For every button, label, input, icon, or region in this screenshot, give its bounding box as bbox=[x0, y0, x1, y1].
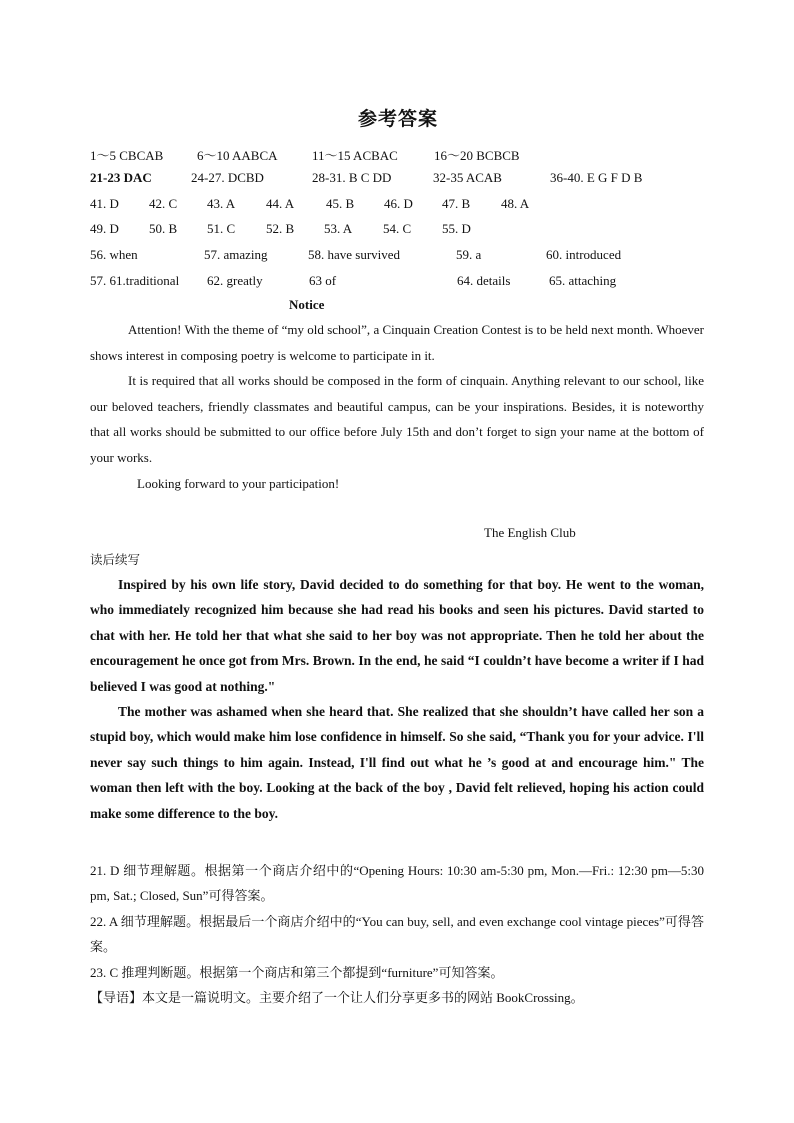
answer-32-35: 32-35 ACAB bbox=[433, 170, 502, 185]
answer-59: 59. a bbox=[456, 247, 482, 262]
answer-58: 58. have survived bbox=[308, 247, 401, 262]
explanation-22: 22. A 细节理解题。根据最后一个商店介绍中的“You can buy, sell, and even exchange cool vintage pieces”可得答案。 bbox=[90, 913, 704, 955]
answer-46: 46. D bbox=[384, 196, 413, 211]
answer-61: 57. 61.traditional bbox=[90, 273, 180, 288]
answer-45: 45. B bbox=[326, 196, 355, 211]
answer-48: 48. A bbox=[501, 196, 530, 211]
notice-body bbox=[90, 317, 704, 496]
answer-42: 42. C bbox=[149, 196, 178, 211]
answer-28-31: 28-31. B C DD bbox=[312, 170, 392, 185]
answer-44: 44. A bbox=[266, 196, 295, 211]
answer-62: 62. greatly bbox=[207, 273, 263, 288]
answer-1-5: 1～5 CBCAB bbox=[90, 148, 164, 163]
answer-24-27: 24-27. DCBD bbox=[191, 170, 264, 185]
answer-51: 51. C bbox=[207, 221, 236, 236]
explanation-23: 23. C 推理判断题。根据第一个商店和第三个都提到“furniture”可知答案。 bbox=[90, 964, 504, 980]
answer-21-23: 21-23 DAC bbox=[90, 170, 152, 185]
answer-49: 49. D bbox=[90, 221, 119, 236]
answer-60: 60. introduced bbox=[546, 247, 622, 262]
answer-57: 57. amazing bbox=[204, 247, 268, 262]
notice-paragraph: Looking forward to your participation! bbox=[137, 475, 340, 491]
guide-note: 【导语】本文是一篇说明文。主要介绍了一个让人们分享更多书的网站 BookCrossing。 bbox=[90, 990, 584, 1006]
answer-63: 63 of bbox=[309, 273, 337, 288]
answer-36-40: 36-40. E G F D B bbox=[550, 170, 643, 185]
answer-16-20: 16～20 BCBCB bbox=[434, 148, 520, 163]
answer-6-10: 6～10 AABCA bbox=[197, 148, 278, 163]
explanations bbox=[90, 858, 704, 1010]
essay-paragraph: Inspired by his own life story, David decided to do something for that boy. He went to the woman, who immediately recognized him because she had read his books and seen his pictures. David started to chat with her. He told her that what she said to her boy was not appropriate. Then he told her about the encouragement he once got from Mrs. Brown. In the end, he said “I couldn’t have become a writer if I had believed I was good at nothing." bbox=[90, 577, 704, 694]
answer-56: 56. when bbox=[90, 247, 138, 262]
answer-64: 64. details bbox=[457, 273, 511, 288]
answer-52: 52. B bbox=[266, 221, 295, 236]
answer-55: 55. D bbox=[442, 221, 471, 236]
answer-47: 47. B bbox=[442, 196, 471, 211]
answer-54: 54. C bbox=[383, 221, 412, 236]
notice-signature: The English Club bbox=[484, 525, 576, 540]
answer-11-15: 11～15 ACBAC bbox=[312, 148, 398, 163]
answer-41: 41. D bbox=[90, 196, 119, 211]
essay-paragraph: The mother was ashamed when she heard that. She realized that she shouldn’t have called her son a stupid boy, which would make him lose confidence in himself. So she said, “Thank you for your advice. I'll never say such things to him again. Instead, I'll find out what he ’s good at and encourage him." The woman then left with the boy. Looking at the back of the boy , David felt relieved, hoping his action could make some difference to the boy. bbox=[90, 704, 704, 821]
answer-43: 43. A bbox=[207, 196, 236, 211]
page-title: 参考答案 bbox=[358, 108, 439, 130]
answer-53: 53. A bbox=[324, 221, 353, 236]
notice-paragraph: It is required that all works should be composed in the form of cinquain. Anything relevant to our school, like our beloved teachers, friendly classmates and beautiful campus, can be your inspirations. Besides, it is noteworthy that all works should be submitted to our office before July 15th and don’t forget to sign your name at the bottom of your works. bbox=[90, 373, 704, 465]
explanation-21: 21. D 细节理解题。根据第一个商店介绍中的“Opening Hours: 10:30 am-5:30 pm, Mon.—Fri.: 12:30 pm—5:30 pm, Sat.; Closed, Sun”可得答案。 bbox=[90, 863, 704, 904]
answer-65: 65. attaching bbox=[549, 273, 617, 288]
continuation-label: 读后续写 bbox=[90, 552, 141, 567]
notice-paragraph: Attention! With the theme of “my old school”, a Cinquain Creation Contest is to be held next month. Whoever shows interest in composing poetry is welcome to participate in it. bbox=[90, 322, 704, 363]
notice-heading: Notice bbox=[289, 297, 325, 312]
answer-50: 50. B bbox=[149, 221, 178, 236]
continuation-essay bbox=[90, 572, 704, 826]
